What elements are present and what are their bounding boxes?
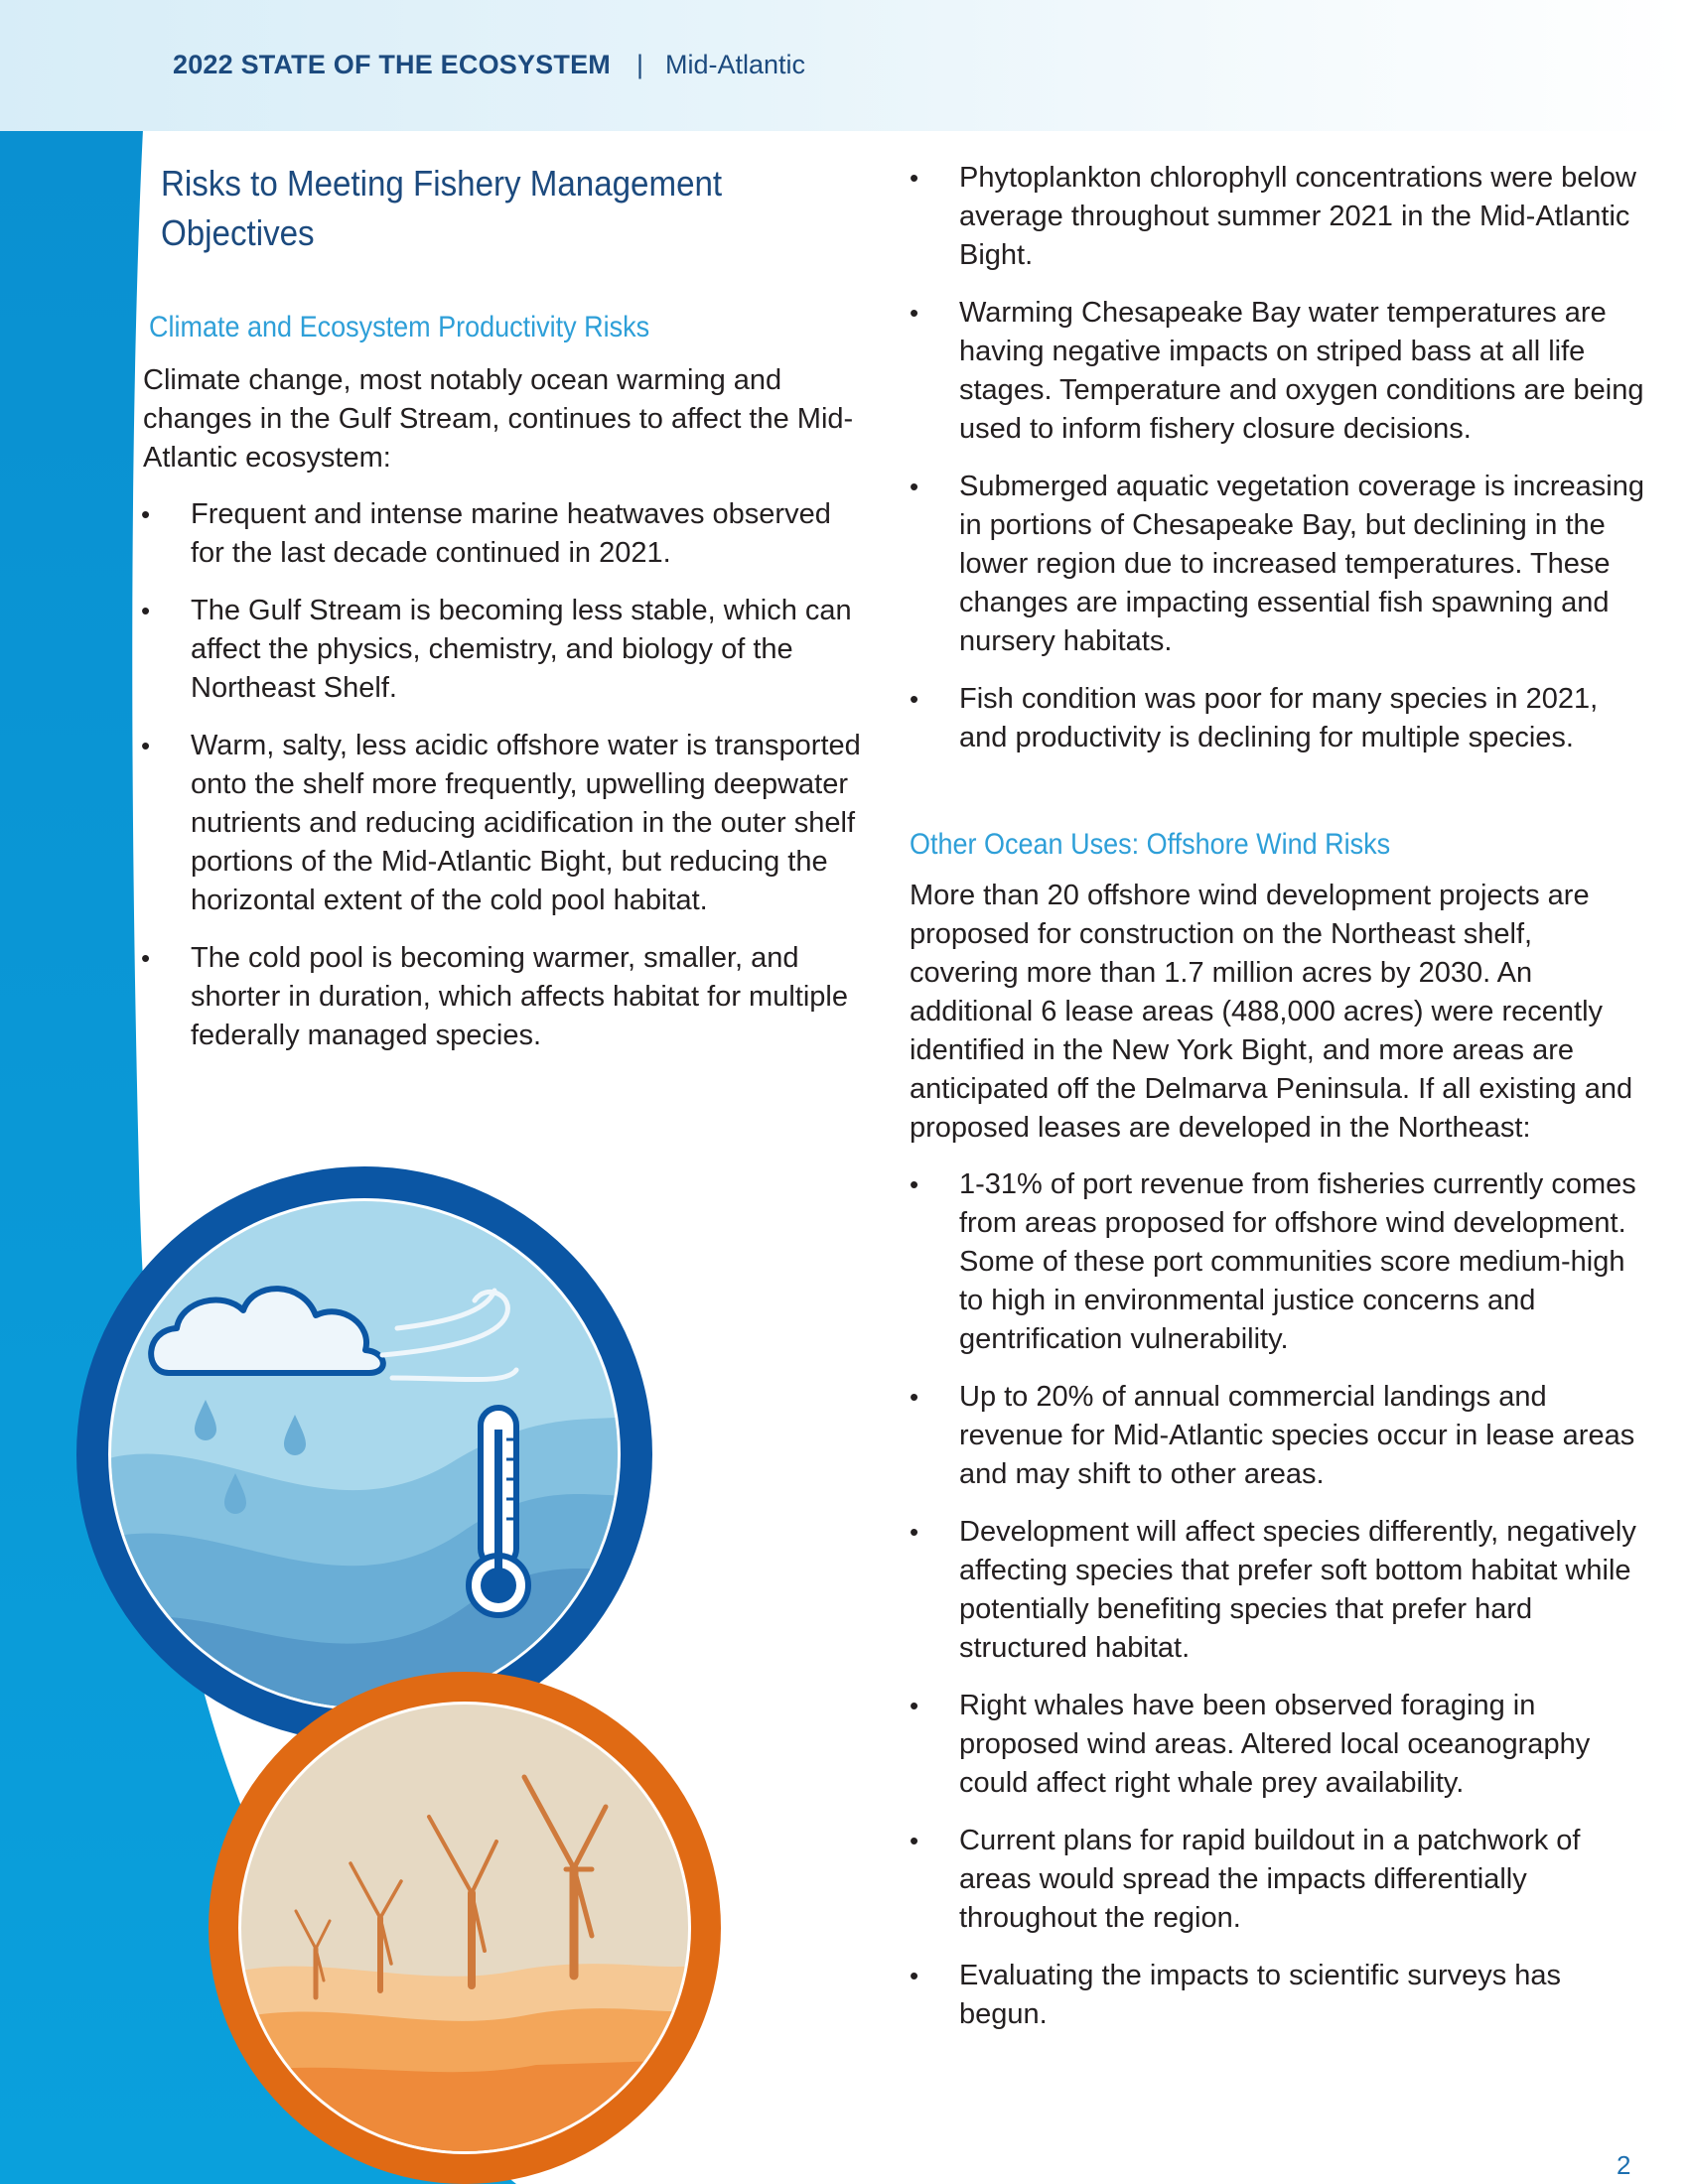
list-item: • The Gulf Stream is becoming less stable, which can affect the physics, chemistry, and biology of the Northeast Shelf. [141,592,866,708]
list-item: • The cold pool is becoming warmer, smaller, and shorter in duration, which affects habitat for multiple federally managed species. [141,939,866,1055]
list-item: • Evaluating the impacts to scientific surveys has begun. [910,1957,1646,2034]
page-header [0,0,1688,131]
list-item: • Phytoplankton chlorophyll concentrations were below average throughout summer 2021 in the Mid-Atlantic Bight. [910,159,1646,275]
right-column [910,159,1646,2053]
list-item: • Current plans for rapid buildout in a patchwork of areas would spread the impacts differentially throughout the region. [910,1822,1646,1938]
region-name: Mid-Atlantic [665,50,806,79]
list-item: • Up to 20% of annual commercial landings and revenue for Mid-Atlantic species occur in lease areas and may shift to other areas. [910,1378,1646,1494]
list-item: • Right whales have been observed foraging in proposed wind areas. Altered local oceanography could affect right whale prey availability. [910,1687,1646,1803]
offshore-wind-heading: Other Ocean Uses: Offshore Wind Risks [910,828,1391,861]
climate-intro: Climate change, most notably ocean warming and changes in the Gulf Stream, continues to affect the Mid-Atlantic ecosystem: [143,364,854,474]
offshore-wind-intro: More than 20 offshore wind development projects are proposed for construction on the Northeast shelf, covering more than 1.7 million acres by 2030. An additional 6 lease areas (488,000 acres) were recently identified in the New York Bight, and more areas are anticipated off the Delmarva Peninsula. If all existing and proposed leases are developed in the Northeast: [910,880,1633,1144]
page-number: 2 [1617,2150,1631,2180]
offshore-wind-turbines-illustration [209,1672,721,2184]
list-item: • Fish condition was poor for many species in 2021, and productivity is declining for multiple species. [910,680,1646,757]
thermometer-icon [469,1408,528,1615]
list-item: • Submerged aquatic vegetation coverage is increasing in portions of Chesapeake Bay, but declining in the lower region due to increased temperatures. These changes are impacting essential fish spawning and nursery habitats. [910,468,1646,661]
list-item: • Warming Chesapeake Bay water temperatures are having negative impacts on striped bass at all life stages. Temperature and oxygen conditions are being used to inform fishery closure decisions. [910,294,1646,449]
header-separator: | [636,50,644,79]
report-title: 2022 STATE OF THE ECOSYSTEM [173,50,611,79]
list-item: • 1-31% of port revenue from fisheries currently comes from areas proposed for offshore wind development. Some of these port communities score medium-high to high in environmental justice concerns and gentrification vulnerability. [910,1165,1646,1359]
left-column [141,159,866,1074]
list-item: • Frequent and intense marine heatwaves observed for the last decade continued in 2021. [141,495,866,573]
climate-bullet-list [141,495,866,1055]
climate-risks-heading: Climate and Ecosystem Productivity Risks [149,311,650,343]
climate-bullet-list-continued [910,159,1646,757]
offshore-wind-bullet-list [910,1165,1646,2034]
list-item: • Development will affect species differently, negatively affecting species that prefer soft bottom habitat while potentially benefiting species that prefer hard structured habitat. [910,1513,1646,1668]
header-title [173,50,805,80]
list-item: • Warm, salty, less acidic offshore water is transported onto the shelf more frequently, upwelling deepwater nutrients and reducing acidification in the outer shelf portions of the Mid-Atlantic Bight, but reducing the horizontal extent of the cold pool habitat. [141,727,866,920]
page-title: Risks to Meeting Fishery Management Objectives [161,163,723,253]
